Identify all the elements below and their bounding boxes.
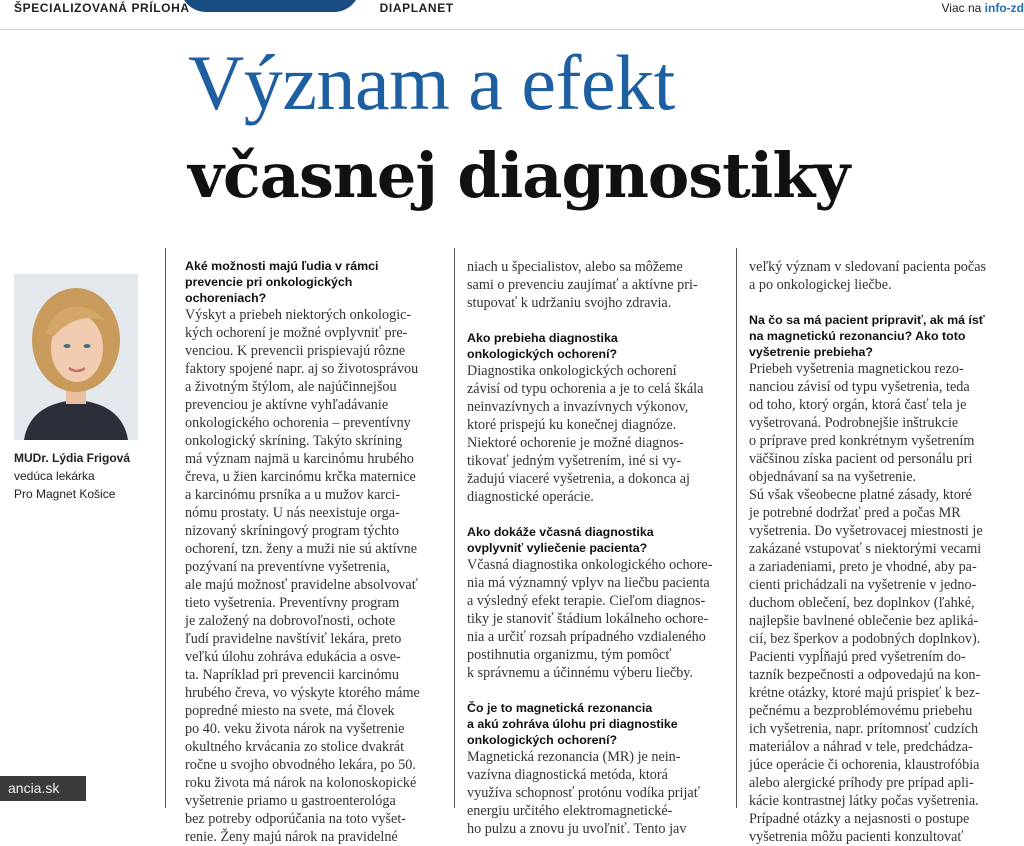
paragraph — [467, 362, 721, 506]
text-line: cienti prichádzali na vyšetrenie v jedno- — [749, 577, 977, 593]
text-line: niach u špecialistov, alebo sa môžeme — [467, 259, 683, 275]
text-line: ľudí pravidelne navštíviť lekára, preto — [185, 631, 402, 647]
text-line: Výskyt a priebeh niektorých onkologic- — [185, 307, 412, 323]
text-line: nómu prostaty. U nás neexistuje orga- — [185, 505, 400, 521]
text-line: tikovať jedným vyšetrením, iné si vy- — [467, 453, 682, 469]
site-url[interactable]: ancia.sk — [0, 776, 86, 801]
text-line: tieto vyšetrenia. Preventívny program — [185, 595, 400, 611]
heading-line: Ako dokáže včasná diagnostika — [467, 525, 654, 539]
text-line: ochorení, tzn. ženy a muži nie sú aktívne — [185, 541, 418, 557]
text-line: využíva schopnosť protónu vodíka prijať — [467, 785, 700, 801]
text-line: vyšetrenie priamo u gastroenterológa — [185, 793, 396, 809]
text-line: ročne u svojho obvodného lekára, po 50. — [185, 757, 416, 773]
article-column-2 — [467, 258, 721, 838]
text-line: pečnému a bezproblémovému priebehu — [749, 703, 973, 719]
text-line: závisí od typu ochorenia a je to celá škála — [467, 381, 704, 397]
text-line: nizovaný skríningový program týchto — [185, 523, 399, 539]
heading-line: Čo je to magnetická rezonancia — [467, 701, 653, 715]
paragraph — [467, 556, 721, 682]
author-name: MUDr. Lýdia Frigová — [14, 451, 131, 465]
text-line: väčšinou získa pacient od personálu pri — [749, 451, 973, 467]
supplement-label: ŠPECIALIZOVANÁ PRÍLOHA DIAPLANET — [14, 1, 454, 15]
text-line: onkologického ochorenia – preventívny — [185, 415, 411, 431]
text-line: tazník bezpečnosti a odpovedajú na kon- — [749, 667, 981, 683]
heading-line: Ako prebieha diagnostika — [467, 331, 618, 345]
text-line: popredné miesto na svete, má človek — [185, 703, 395, 719]
text-line: okultného krvácania zo stolice dvakrát — [185, 739, 405, 755]
text-line: a životným štýlom, ale najúčinnejšou — [185, 379, 397, 395]
heading-line: ovplyvniť vyliečenie pacienta? — [467, 541, 648, 555]
text-line: vyšetrovaná. Podrobnejšie inštrukcie — [749, 415, 959, 431]
author-caption — [14, 449, 130, 503]
text-line: Pacienti vypĺňajú pred vyšetrením do- — [749, 649, 966, 665]
text-line: nia má významný vplyv na liečbu pacienta — [467, 575, 710, 591]
paragraph — [749, 258, 1011, 294]
headline-line-2: včasnej diagnostiky — [188, 139, 850, 212]
text-line: venciou. K prevencii prispievajú rôzne — [185, 343, 406, 359]
text-line: ta. Napríklad pri prevencii karcinómu — [185, 667, 399, 683]
text-line: alebo alergické príhody pre prípad apli- — [749, 775, 974, 791]
text-line: sami o prevenciu zaujímať a aktívne pri- — [467, 277, 698, 293]
text-line: prevenciou je aktívne vyhľadávanie — [185, 397, 389, 413]
text-line: nia a určiť rozsah prípadného vzdialeného — [467, 629, 706, 645]
author-org: Pro Magnet Košice — [14, 487, 116, 501]
text-line: po 40. veku života nárok na vyšetrenie — [185, 721, 405, 737]
heading-line: a akú zohráva úlohu pri diagnostike — [467, 717, 678, 731]
text-line: duchom oblečení, bez doplnkov (ľahké, — [749, 595, 975, 611]
heading-line: na magnetickú rezonanciu? Ako toto — [749, 329, 966, 343]
question-heading — [467, 700, 721, 748]
text-line: čreva, u žien karcinómu krčka maternice — [185, 469, 416, 485]
question-heading — [467, 330, 721, 362]
text-line: Sú však všeobecne platné zásady, ktoré — [749, 487, 972, 503]
text-line: materiálov a náhrad v tele, predchádza- — [749, 739, 973, 755]
heading-line: Aké možnosti majú ľudia v rámci — [185, 259, 379, 273]
text-line: zakázané vstupovať s niektorými vecami — [749, 541, 982, 557]
text-line: vyšetrenia. Do vyšetrovacej miestnosti je — [749, 523, 983, 539]
text-line: nanciou závisí od typu vyšetrenia, teda — [749, 379, 970, 395]
text-line: Včasná diagnostika onkologického ochore- — [467, 557, 713, 573]
text-line: ale majú možnosť pravidelne absolvovať — [185, 577, 418, 593]
text-line: je potrebné dodržať pred a počas MR — [749, 505, 961, 521]
paragraph — [749, 360, 1011, 846]
question-heading — [185, 258, 437, 306]
text-line: k správnemu a účinnému výberu liečby. — [467, 665, 694, 681]
text-line: stupovať k udržaniu svojho zdravia. — [467, 295, 672, 311]
text-line: a výsledný efekt terapie. Cieľom diagnos- — [467, 593, 706, 609]
text-line: ho pulzu a znovu ju uvoľniť. Tento jav — [467, 821, 687, 837]
text-line: od toho, ktorý orgán, ktorá časť tela je — [749, 397, 967, 413]
text-line: a karcinómu prsníka a u mužov karci- — [185, 487, 401, 503]
text-line: onkologický skríning. Takýto skríning — [185, 433, 403, 449]
text-line: kácie kontrastnej látky počas vyšetrenia. — [749, 793, 979, 809]
text-line: Prípadné otázky a nejasnosti o postupe — [749, 811, 970, 827]
text-line: žadujú viaceré vyšetrenia, a dokonca aj — [467, 471, 690, 487]
heading-line: onkologických ochorení? — [467, 733, 618, 747]
article-column-1 — [185, 258, 437, 846]
text-line: vyšetrenia môžu pacienti konzultovať — [749, 829, 964, 845]
text-line: diagnostické operácie. — [467, 489, 594, 505]
text-line: ktoré prispejú ku konečnej diagnóze. — [467, 417, 677, 433]
text-line: Diagnostika onkologických ochorení — [467, 363, 677, 379]
text-line: faktory spojené napr. aj so životosprávou — [185, 361, 419, 377]
text-line: ich vyšetrenia, napr. prítomnosť cudzích — [749, 721, 979, 737]
article-column-3 — [749, 258, 1011, 846]
text-line: a po onkologickej liečbe. — [749, 277, 892, 293]
question-heading — [749, 312, 1011, 360]
paragraph — [185, 306, 437, 846]
heading-line: Na čo sa má pacient pripraviť, ak má ísť — [749, 313, 985, 327]
text-line: bez potreby odporúčania na toto vyšet- — [185, 811, 407, 827]
text-line: neinvazívnych a invazívnych výkonov, — [467, 399, 689, 415]
heading-line: vyšetrenie prebieha? — [749, 345, 873, 359]
text-line: a zariadeniami, preto je vhodné, aby pa- — [749, 559, 977, 575]
heading-line: onkologických ochorení? — [467, 347, 618, 361]
heading-line: ochoreniach? — [185, 291, 267, 305]
text-line: objednávaní sa na vyšetrenie. — [749, 469, 917, 485]
author-photo — [14, 274, 138, 440]
heading-line: prevencie pri onkologických — [185, 275, 353, 289]
text-line: Niektoré ochorenie je možné diagnos- — [467, 435, 684, 451]
headline-line-1: Význam a efekt — [188, 39, 675, 126]
paragraph — [467, 748, 721, 838]
text-line: hrubého čreva, vo výskyte ktorého máme — [185, 685, 420, 701]
text-line: veľkú úlohu zohráva edukácia a osve- — [185, 649, 401, 665]
question-heading — [467, 524, 721, 556]
column-rule — [736, 248, 737, 808]
top-strip — [0, 0, 1024, 30]
text-line: renie. Ženy majú nárok na pravidelné — [185, 829, 398, 845]
text-line: roku života má nárok na kolonoskopické — [185, 775, 417, 791]
text-line: cií, bez šperkov a podobných doplnkov). — [749, 631, 981, 647]
text-line: o príprave pred konkrétnym vyšetrením — [749, 433, 975, 449]
author-role: vedúca lekárka — [14, 469, 95, 483]
text-line: krétne otázky, ktoré majú prispieť k bez- — [749, 685, 980, 701]
text-line: Magnetická rezonancia (MR) je nein- — [467, 749, 681, 765]
text-line: má význam najmä u karcinómu hrubého — [185, 451, 414, 467]
column-rule — [454, 248, 455, 808]
text-line: tiky je stanoviť štádium lokálneho ochore- — [467, 611, 709, 627]
text-line: najlepšie bavlnené oblečenie bez apliká- — [749, 613, 979, 629]
text-line: je založený na dobrovoľnosti, ochote — [185, 613, 396, 629]
text-line: energiu určitého elektromagnetické- — [467, 803, 673, 819]
text-line: vazívna diagnostická metóda, ktorá — [467, 767, 668, 783]
text-line: veľký význam v sledovaní pacienta počas — [749, 259, 987, 275]
text-line: júce operácie či ochorenia, klaustrofóbia — [749, 757, 980, 773]
paragraph — [467, 258, 721, 312]
text-line: pozývaní na preventívne vyšetrenia, — [185, 559, 390, 575]
text-line: kých ochorení je možné ovplyvniť pre- — [185, 325, 408, 341]
text-line: Priebeh vyšetrenia magnetickou rezo- — [749, 361, 964, 377]
column-rule — [165, 248, 166, 808]
text-line: postihnutia organizmu, tým pomôcť — [467, 647, 672, 663]
more-info-link[interactable]: Viac na info-zd — [941, 1, 1024, 15]
